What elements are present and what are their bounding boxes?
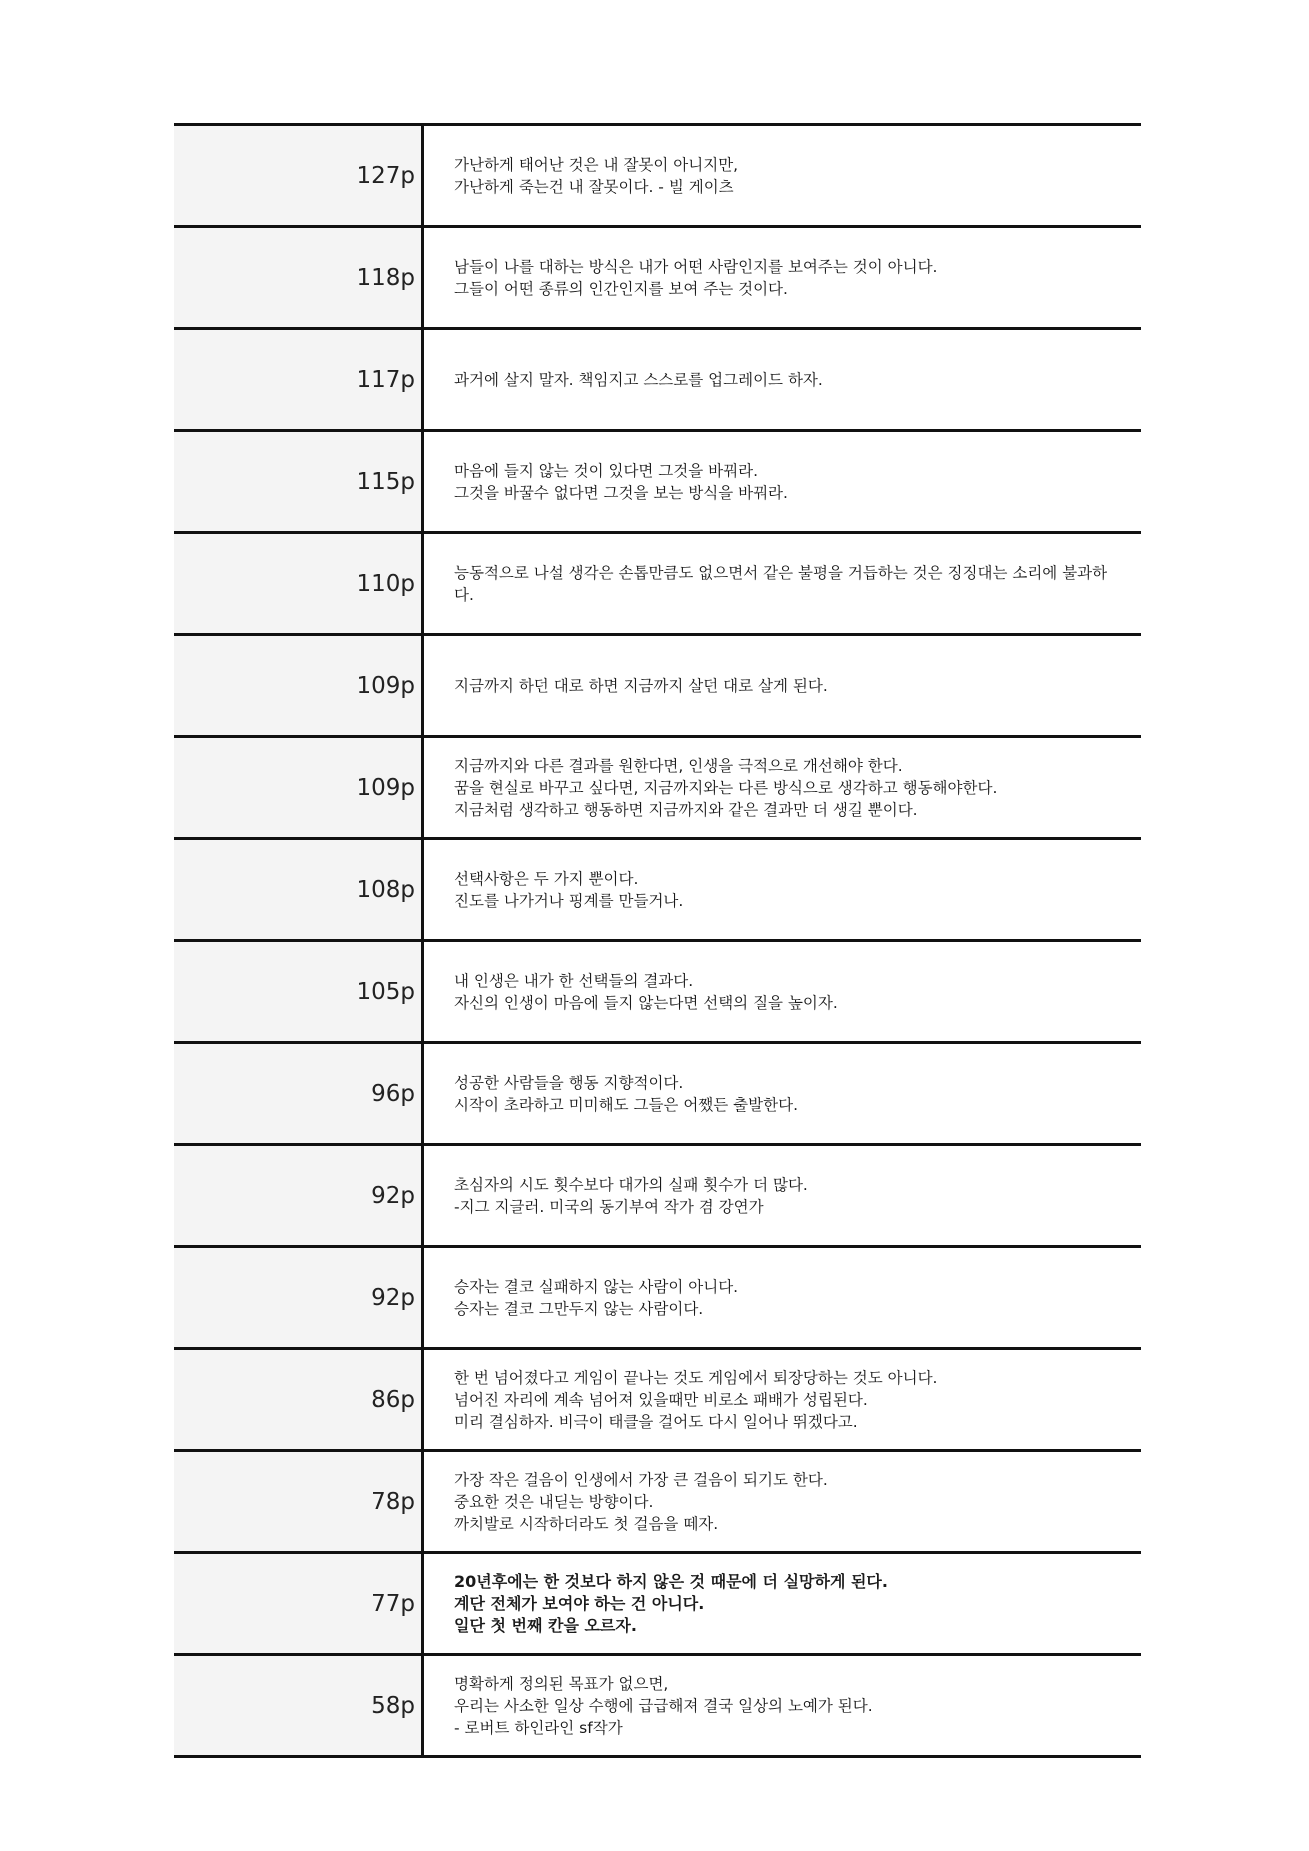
quote-text	[424, 330, 1141, 429]
quote-line: 자신의 인생이 마음에 들지 않는다면 선택의 질을 높이자.	[454, 993, 838, 1012]
quote-text	[424, 942, 1141, 1041]
quote-line: 가난하게 죽는건 내 잘못이다. - 빌 게이츠	[454, 177, 734, 196]
quote-text	[424, 1350, 1141, 1449]
quote-line: 과거에 살지 말자. 책임지고 스스로를 업그레이드 하자.	[454, 370, 823, 389]
quote-line: 20년후에는 한 것보다 하지 않은 것 때문에 더 실망하게 된다.	[454, 1571, 888, 1591]
quote-line: 성공한 사람들을 행동 지향적이다.	[454, 1073, 684, 1092]
quote-line: 마음에 들지 않는 것이 있다면 그것을 바꿔라.	[454, 461, 759, 480]
page-number: 77p	[174, 1554, 424, 1653]
quote-line: 까치발로 시작하더라도 첫 걸음을 떼자.	[454, 1514, 719, 1533]
quote-text	[424, 1452, 1141, 1551]
quote-line: 내 인생은 내가 한 선택들의 결과다.	[454, 971, 694, 990]
table-row	[174, 228, 1141, 330]
quote-line: 미리 결심하자. 비극이 태클을 걸어도 다시 일어나 뛰겠다고.	[454, 1412, 858, 1431]
table-row	[174, 126, 1141, 228]
page-number: 109p	[174, 636, 424, 735]
page-number: 92p	[174, 1146, 424, 1245]
quote-line: 선택사항은 두 가지 뿐이다.	[454, 869, 639, 888]
page-number: 86p	[174, 1350, 424, 1449]
quote-line: 그것을 바꿀수 없다면 그것을 보는 방식을 바꿔라.	[454, 483, 788, 502]
quote-line: 남들이 나를 대하는 방식은 내가 어떤 사람인지를 보여주는 것이 아니다.	[454, 257, 938, 276]
quote-text	[424, 1554, 1141, 1653]
page-number: 127p	[174, 126, 424, 225]
quote-line: 가장 작은 걸음이 인생에서 가장 큰 걸음이 되기도 한다.	[454, 1470, 828, 1489]
quote-table	[174, 123, 1141, 1758]
table-row	[174, 432, 1141, 534]
table-row	[174, 1656, 1141, 1755]
quote-line: 명확하게 정의된 목표가 없으면,	[454, 1674, 669, 1693]
quote-line: 초심자의 시도 횟수보다 대가의 실패 횟수가 더 많다.	[454, 1175, 808, 1194]
quote-line: 승자는 결코 실패하지 않는 사람이 아니다.	[454, 1277, 739, 1296]
table-row	[174, 534, 1141, 636]
quote-line: - 로버트 하인라인 sf작가	[454, 1718, 623, 1737]
quote-line: 다.	[454, 585, 474, 604]
page-number: 105p	[174, 942, 424, 1041]
quote-text	[424, 1044, 1141, 1143]
quote-text	[424, 228, 1141, 327]
quote-line: 가난하게 태어난 것은 내 잘못이 아니지만,	[454, 155, 739, 174]
quote-line: 승자는 결코 그만두지 않는 사람이다.	[454, 1299, 704, 1318]
quote-line: 진도를 나가거나 핑계를 만들거나.	[454, 891, 684, 910]
table-row	[174, 1554, 1141, 1656]
table-row	[174, 1044, 1141, 1146]
quote-text	[424, 126, 1141, 225]
page-number: 78p	[174, 1452, 424, 1551]
quote-line: 그들이 어떤 종류의 인간인지를 보여 주는 것이다.	[454, 279, 788, 298]
quote-text	[424, 636, 1141, 735]
quote-text	[424, 840, 1141, 939]
quote-text	[424, 738, 1141, 837]
quote-line: 지금까지 하던 대로 하면 지금까지 살던 대로 살게 된다.	[454, 676, 828, 695]
quote-line: 지금까지와 다른 결과를 원한다면, 인생을 극적으로 개선해야 한다.	[454, 756, 903, 775]
page-number: 108p	[174, 840, 424, 939]
quote-text	[424, 432, 1141, 531]
table-row	[174, 738, 1141, 840]
table-row	[174, 840, 1141, 942]
quote-text	[424, 534, 1141, 633]
page-number: 110p	[174, 534, 424, 633]
quote-line: 계단 전체가 보여야 하는 건 아니다.	[454, 1593, 705, 1613]
page-number: 118p	[174, 228, 424, 327]
quote-line: -지그 지글러. 미국의 동기부여 작가 겸 강연가	[454, 1197, 764, 1216]
quote-line: 지금처럼 생각하고 행동하면 지금까지와 같은 결과만 더 생길 뿐이다.	[454, 800, 918, 819]
quote-line: 시작이 초라하고 미미해도 그들은 어쨌든 출발한다.	[454, 1095, 798, 1114]
table-row	[174, 636, 1141, 738]
page-number: 96p	[174, 1044, 424, 1143]
table-row	[174, 1452, 1141, 1554]
table-row	[174, 1350, 1141, 1452]
table-row	[174, 1248, 1141, 1350]
quote-line: 능동적으로 나설 생각은 손톱만큼도 없으면서 같은 불평을 거듭하는 것은 징징대는 소리에 불과하	[454, 563, 1108, 582]
quote-line: 우리는 사소한 일상 수행에 급급해져 결국 일상의 노예가 된다.	[454, 1696, 873, 1715]
page-number: 115p	[174, 432, 424, 531]
quote-line: 일단 첫 번째 칸을 오르자.	[454, 1615, 637, 1635]
quote-text	[424, 1656, 1141, 1755]
quote-line: 한 번 넘어졌다고 게임이 끝나는 것도 게임에서 퇴장당하는 것도 아니다.	[454, 1368, 938, 1387]
page-number: 92p	[174, 1248, 424, 1347]
quote-line: 중요한 것은 내딛는 방향이다.	[454, 1492, 654, 1511]
table-row	[174, 942, 1141, 1044]
quote-text	[424, 1248, 1141, 1347]
table-row	[174, 330, 1141, 432]
quote-text	[424, 1146, 1141, 1245]
page-number: 109p	[174, 738, 424, 837]
quote-line: 넘어진 자리에 계속 넘어져 있을때만 비로소 패배가 성립된다.	[454, 1390, 868, 1409]
page-number: 58p	[174, 1656, 424, 1755]
page-number: 117p	[174, 330, 424, 429]
quote-line: 꿈을 현실로 바꾸고 싶다면, 지금까지와는 다른 방식으로 생각하고 행동해야한다.	[454, 778, 998, 797]
table-row	[174, 1146, 1141, 1248]
